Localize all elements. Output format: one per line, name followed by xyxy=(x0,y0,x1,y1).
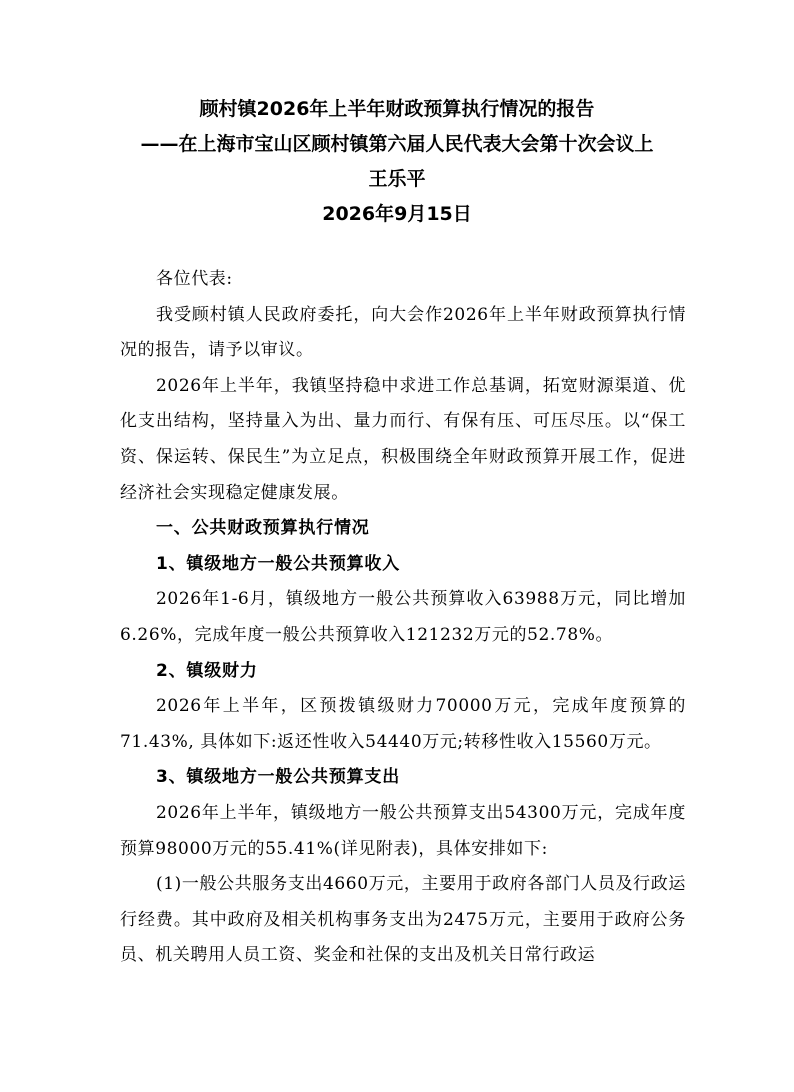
subheading-fiscal-capacity: 2、镇级财力 xyxy=(156,660,258,681)
report-subtitle: ——在上海市宝山区顾村镇第六届人民代表大会第十次会议上 xyxy=(140,133,654,155)
paragraph-intro: 我受顾村镇人民政府委托，向大会作2026年上半年财政预算执行情况的报告，请予以审议。 xyxy=(120,304,686,361)
report-author: 王乐平 xyxy=(368,168,426,190)
report-heading xyxy=(0,92,794,232)
paragraph-expenditure: 2026年上半年，镇级地方一般公共预算支出54300万元，完成年度预算98000万元的55.41%(详见附表)，具体安排如下: xyxy=(120,802,686,859)
paragraph-fiscal-capacity: 2026年上半年，区预拨镇级财力70000万元，完成年度预算的71.43%, 具体如下:返还性收入54440万元;转移性收入15560万元。 xyxy=(120,696,686,752)
paragraph-revenue: 2026年1-6月，镇级地方一般公共预算收入63988万元，同比增加6.26%，完成年度一般公共预算收入121232万元的52.78%。 xyxy=(120,589,686,645)
subheading-expenditure: 3、镇级地方一般公共预算支出 xyxy=(156,767,401,788)
subheading-revenue: 1、镇级地方一般公共预算收入 xyxy=(156,553,401,574)
section-heading-public-budget: 一、公共财政预算执行情况 xyxy=(156,518,370,539)
report-date: 2026年9月15日 xyxy=(322,203,472,225)
salutation: 各位代表: xyxy=(156,269,233,289)
report-body xyxy=(120,262,686,974)
paragraph-general-services: (1)一般公共服务支出4660万元，主要用于政府各部门人员及行政运行经费。其中政府及相关机构事务支出为2475万元，主要用于政府公务员、机关聘用人员工资、奖金和社保的支出及机关日常行政运 xyxy=(120,874,686,966)
paragraph-overview: 2026年上半年，我镇坚持稳中求进工作总基调，拓宽财源渠道、优化支出结构，坚持量入为出、量力而行、有保有压、可压尽压。以“保工资、保运转、保民生”为立足点，积极围绕全年财政预算开展工作，促进经济社会实现稳定健康发展。 xyxy=(120,375,686,503)
report-title: 顾村镇2026年上半年财政预算执行情况的报告 xyxy=(199,98,595,120)
